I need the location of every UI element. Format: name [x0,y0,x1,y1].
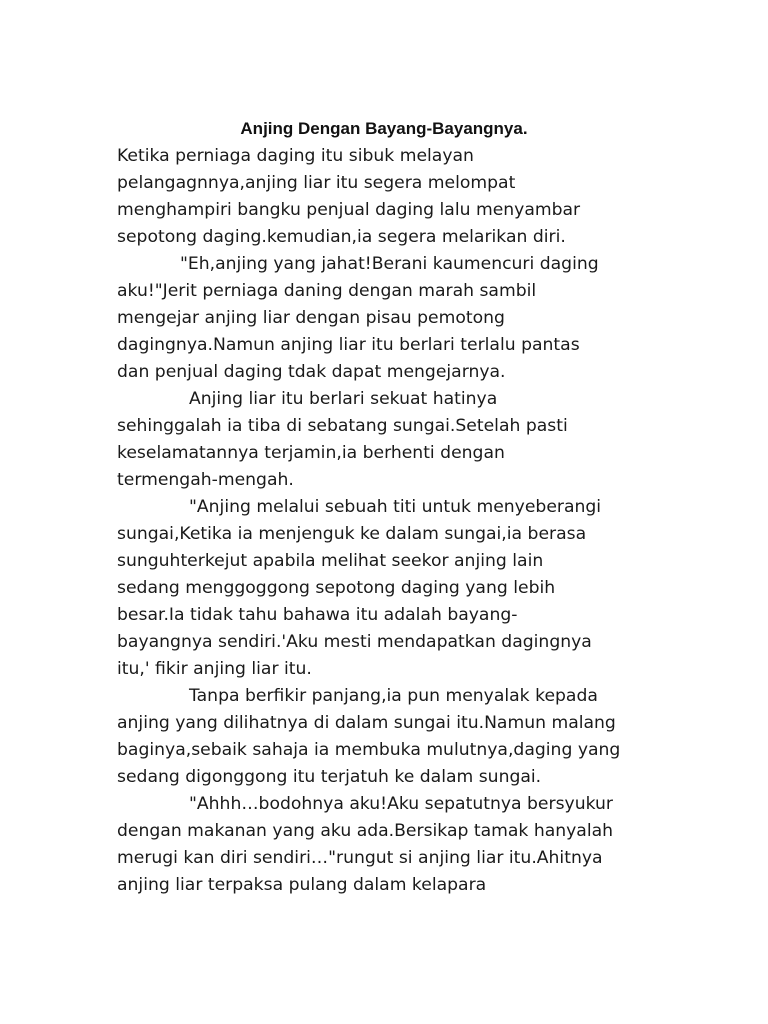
text-line: keselamatannya terjamin,ia berhenti dengan [117,443,505,463]
text-line: pelangagnnya,anjing liar itu segera melompat [117,173,516,193]
text-line: Ketika perniaga daging itu sibuk melayan [117,146,474,166]
text-line: dan penjual daging tdak dapat mengejarnya. [117,362,506,382]
text-line: dengan makanan yang aku ada.Bersikap tamak hanyalah [117,821,614,841]
text-line: besar.Ia tidak tahu bahawa itu adalah bayang- [117,605,518,625]
text-line: anjing liar terpaksa pulang dalam kelapara [117,875,487,895]
text-line: bayangnya sendiri.'Aku mesti mendapatkan dagingnya [117,632,592,652]
text-line: baginya,sebaik sahaja ia membuka mulutnya,daging yang [117,740,621,760]
text-line: merugi kan diri sendiri…"rungut si anjing liar itu.Ahitnya [117,848,603,868]
text-line: itu,' fikir anjing liar itu. [117,659,312,679]
text-line: Tanpa berfikir panjang,ia pun menyalak kepada [189,686,598,706]
text-line: sedang menggoggong sepotong daging yang lebih [117,578,556,598]
text-line: "Anjing melalui sebuah titi untuk menyeberangi [189,497,602,517]
text-line: "Ahhh…bodohnya aku!Aku sepatutnya bersyukur [189,794,613,814]
text-line: sehinggalah ia tiba di sebatang sungai.Setelah pasti [117,416,568,436]
text-line: sedang digonggong itu terjatuh ke dalam sungai. [117,767,542,787]
document-title: Anjing Dengan Bayang-Bayangnya. [240,119,528,138]
text-line: menghampiri bangku penjual daging lalu menyambar [117,200,581,220]
text-line: sepotong daging.kemudian,ia segera melarikan diri. [117,227,566,247]
text-line: anjing yang dilihatnya di dalam sungai itu.Namun malang [117,713,616,733]
text-line: Anjing liar itu berlari sekuat hatinya [189,389,498,409]
story-body [117,143,677,899]
text-line: aku!"Jerit perniaga daning dengan marah sambil [117,281,537,301]
text-line: mengejar anjing liar dengan pisau pemotong [117,308,505,328]
text-line: "Eh,anjing yang jahat!Berani kaumencuri daging [180,254,599,274]
text-line: termengah-mengah. [117,470,294,490]
text-line: sunguhterkejut apabila melihat seekor anjing lain [117,551,544,571]
text-line: sungai,Ketika ia menjenguk ke dalam sungai,ia berasa [117,524,587,544]
text-line: dagingnya.Namun anjing liar itu berlari terlalu pantas [117,335,580,355]
